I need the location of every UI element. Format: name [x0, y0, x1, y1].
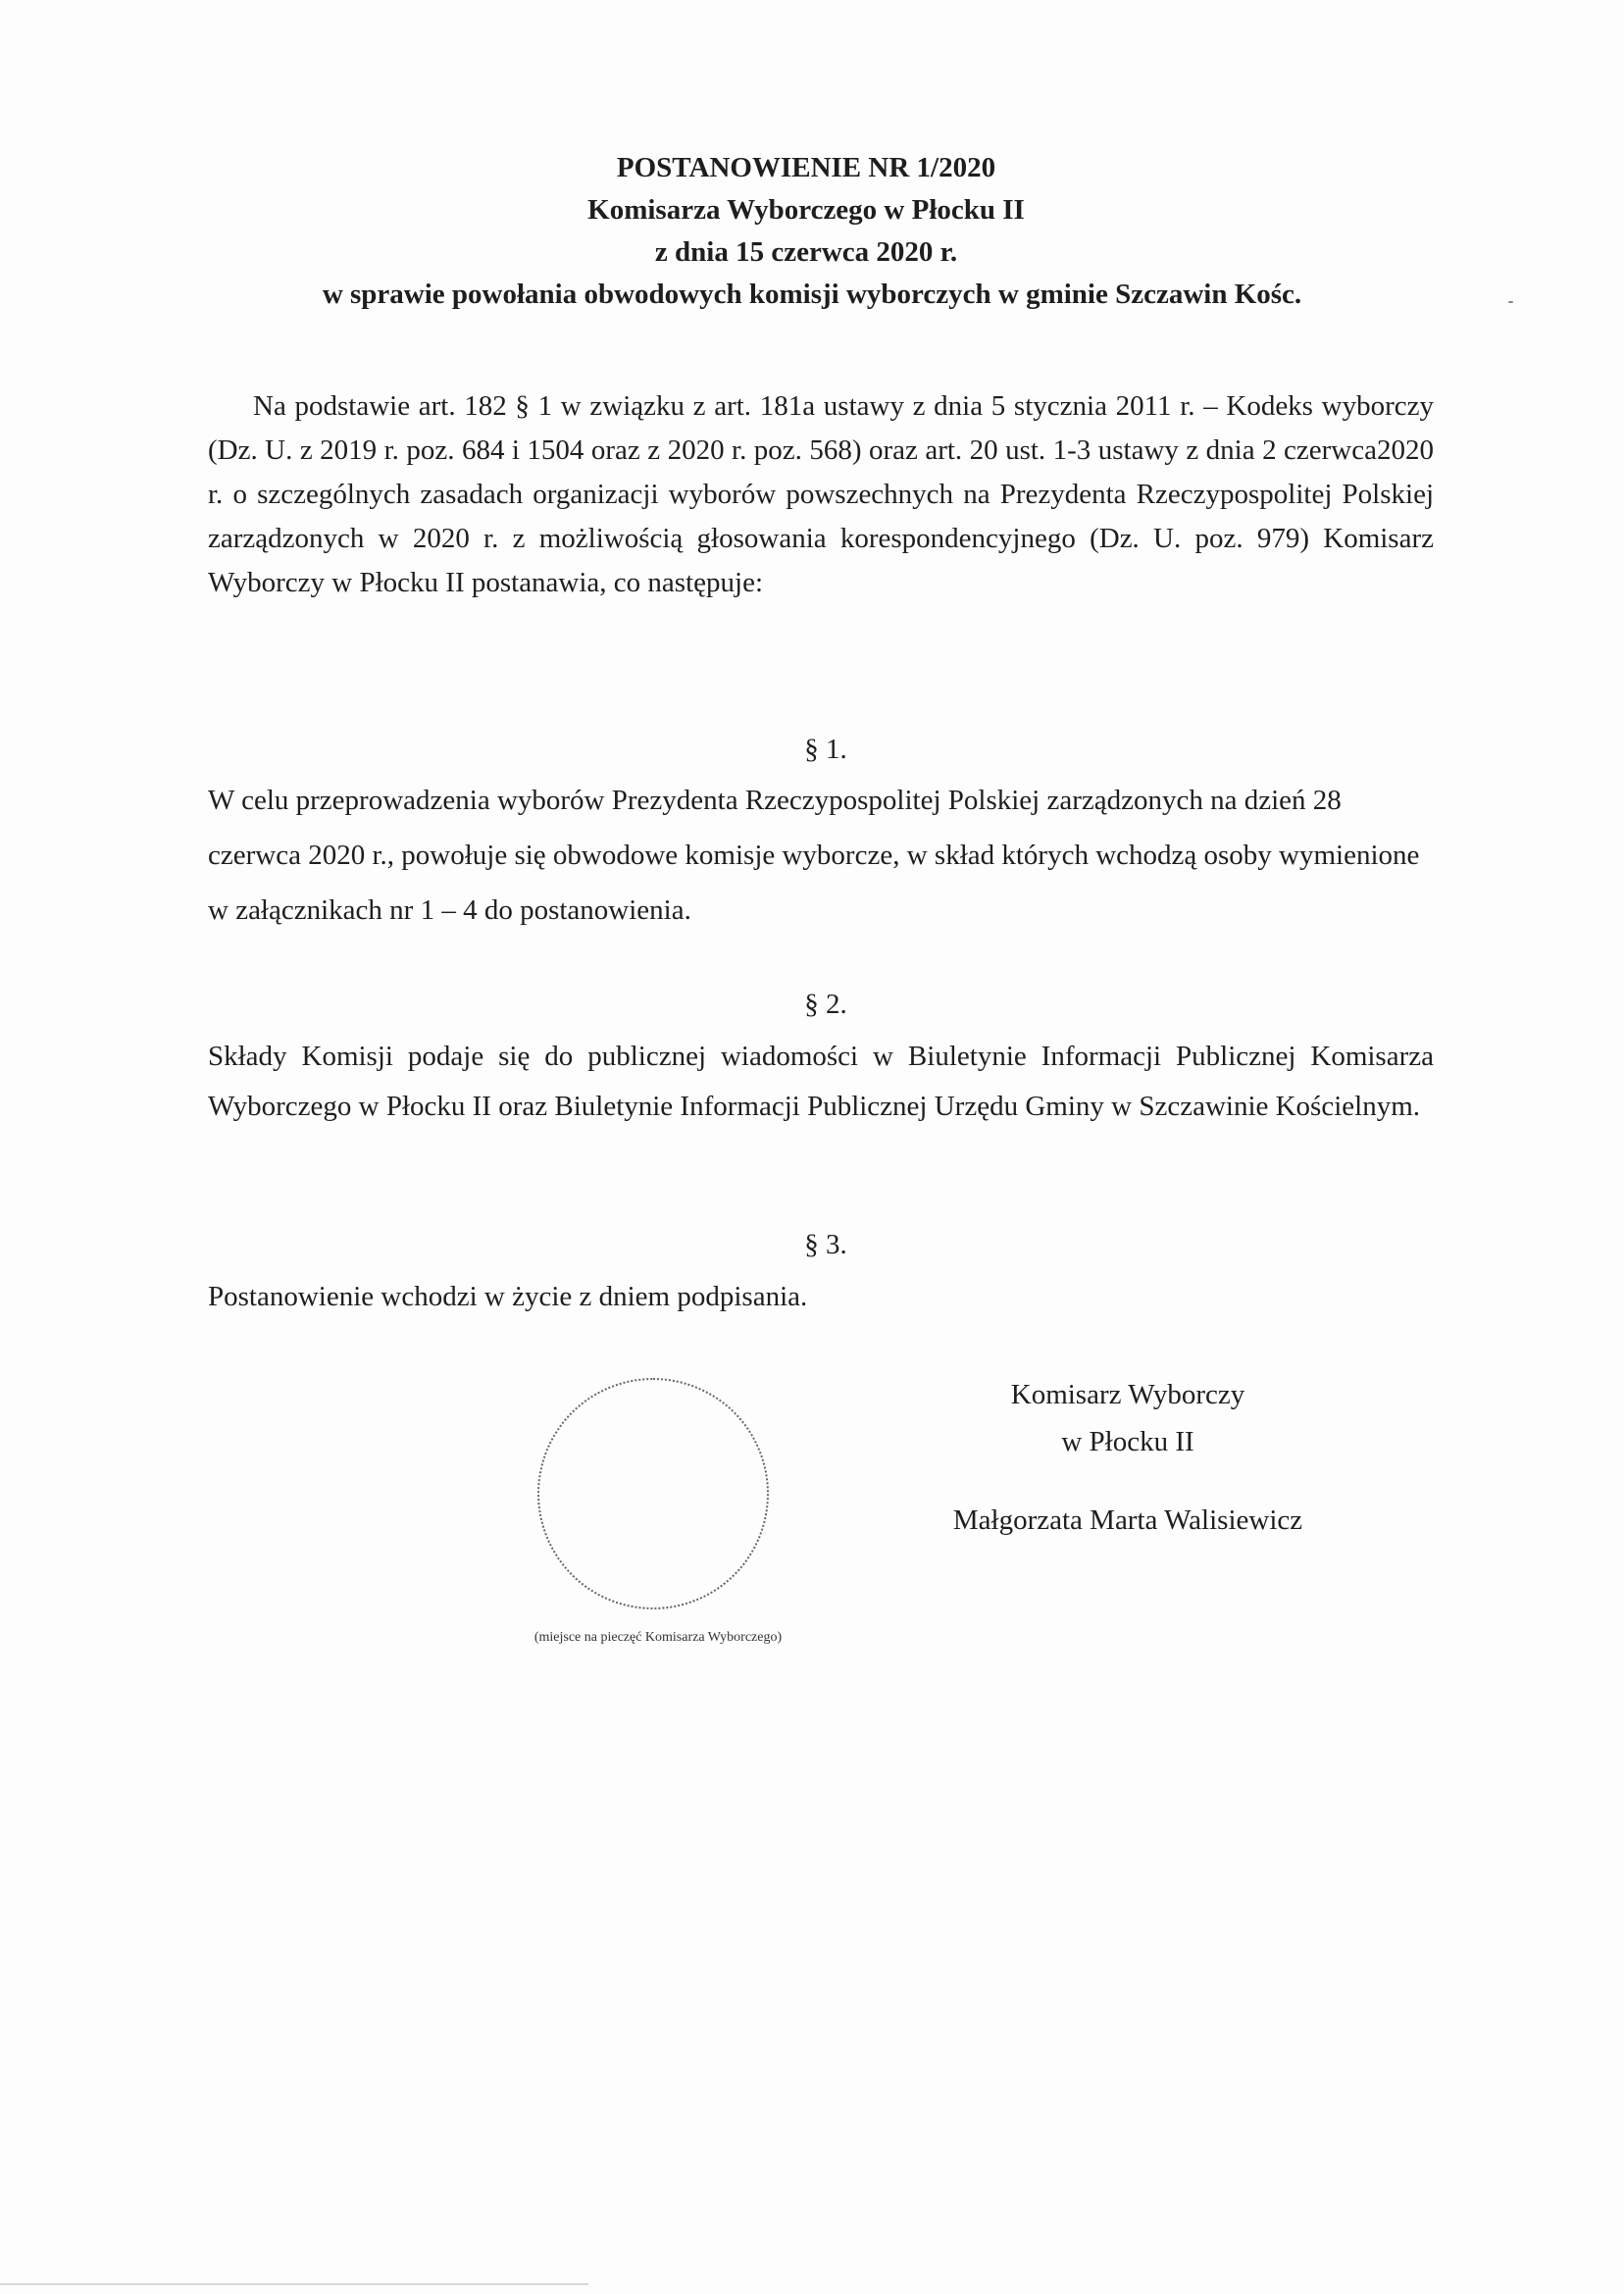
- stamp-placeholder-circle: [537, 1378, 769, 1609]
- date-line: z dnia 15 czerwca 2020 r.: [654, 236, 958, 268]
- preamble: [208, 384, 1434, 605]
- subject-line: w sprawie powołania obwodowych komisji wyborczych w gminie Szczawin Kośc.: [322, 279, 1302, 310]
- scan-edge-line: [0, 2283, 588, 2285]
- signature-place: w Płocku II: [1061, 1426, 1194, 1457]
- signature-block: [922, 1371, 1334, 1537]
- document-title: POSTANOWIENIE NR 1/2020: [616, 152, 996, 183]
- preamble-text: Na podstawie art. 182 § 1 w związku z art. 181a ustawy z dnia 5 stycznia 2011 r. – Kodeks wyborczy (Dz. U. z 2019 r. poz. 684 i 1504 oraz z 2020 r. poz. 568) oraz art. 20 ust. 1-3 ustawy z dnia 2 czerwca2020 r. o szczególnych zasadach organizacji wyborów powszechnych na Prezydenta Rzeczypospolitej Polskiej zarządzonych w 2020 r. z możliwością głosowania korespondencyjnego (Dz. U. poz. 979) Komisarz Wyborczy w Płocku II postanawia, co następuje:: [208, 390, 1434, 598]
- section-2-mark: § 2.: [804, 989, 847, 1020]
- section-1-mark: § 1.: [804, 734, 847, 765]
- issuer-line: Komisarza Wyborczego w Płocku II: [587, 194, 1025, 226]
- section-1-text: W celu przeprowadzenia wyborów Prezydenta Rzeczypospolitej Polskiej zarządzonych na dzień 28 czerwca 2020 r., powołuje się obwodowe komisje wyborcze, w skład których wchodzą osoby wymienione w załącznikach nr 1 – 4 do postanowienia.: [208, 785, 1420, 926]
- stamp-caption: (miejsce na pieczęć Komisarza Wyborczego): [533, 1630, 783, 1645]
- signature-name: Małgorzata Marta Walisiewicz: [952, 1504, 1303, 1536]
- section-2-text: Składy Komisji podaje się do publicznej wiadomości w Biuletynie Informacji Publicznej Komisarza Wyborczego w Płocku II oraz Biuletynie Informacji Publicznej Urzędu Gminy w Szczawinie Kościelnym.: [208, 1041, 1434, 1122]
- document-header: [0, 147, 1624, 316]
- section-3-text: Postanowienie wchodzi w życie z dniem podpisania.: [208, 1281, 808, 1312]
- scan-speck: [1508, 301, 1513, 303]
- signature-title: Komisarz Wyborczy: [1010, 1379, 1245, 1410]
- section-3-mark: § 3.: [804, 1229, 847, 1260]
